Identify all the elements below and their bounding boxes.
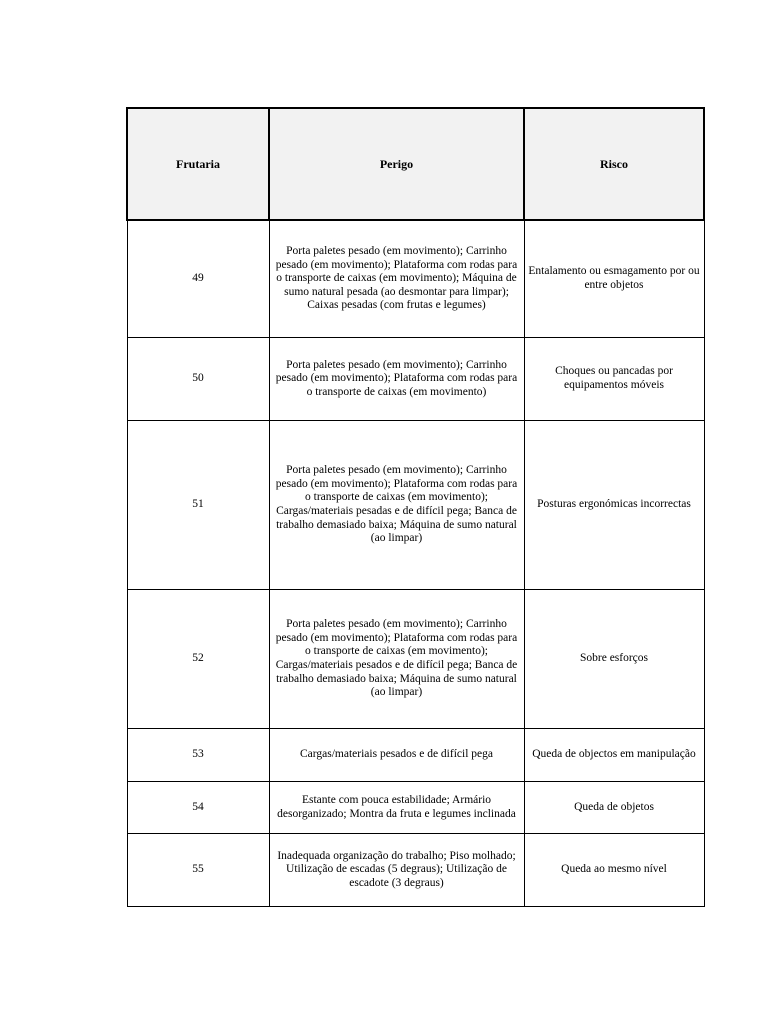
- cell-risco: Entalamento ou esmagamento por ou entre objetos: [524, 220, 704, 338]
- cell-perigo: Estante com pouca estabilidade; Armário desorganizado; Montra da fruta e legumes inclinada: [269, 782, 524, 834]
- table-row: [127, 782, 704, 834]
- cell-frutaria: 52: [127, 590, 269, 729]
- cell-perigo: Porta paletes pesado (em movimento); Carrinho pesado (em movimento); Plataforma com rodas para o transporte de caixas (em movimento); Cargas/materiais pesados e de difícil pega; Banca de trabalho demasiado baixa; Máquina de sumo natural (ao limpar): [269, 590, 524, 729]
- header-frutaria: Frutaria: [127, 108, 269, 220]
- cell-frutaria: 51: [127, 421, 269, 590]
- table-row: [127, 834, 704, 907]
- cell-perigo: Inadequada organização do trabalho; Piso molhado; Utilização de escadas (5 degraus); Utilização de escadote (3 degraus): [269, 834, 524, 907]
- table-header-row: [127, 108, 704, 220]
- table-row: [127, 729, 704, 782]
- header-perigo: Perigo: [269, 108, 524, 220]
- cell-perigo: Porta paletes pesado (em movimento); Carrinho pesado (em movimento); Plataforma com rodas para o transporte de caixas (em movimento); Máquina de sumo natural pesada (ao desmontar para limpar); Caixas pesadas (com frutas e legumes): [269, 220, 524, 338]
- cell-risco: Queda de objectos em manipulação: [524, 729, 704, 782]
- table-row: [127, 338, 704, 421]
- cell-frutaria: 54: [127, 782, 269, 834]
- cell-perigo: Porta paletes pesado (em movimento); Carrinho pesado (em movimento); Plataforma com rodas para o transporte de caixas (em movimento): [269, 338, 524, 421]
- cell-perigo: Porta paletes pesado (em movimento); Carrinho pesado (em movimento); Plataforma com rodas para o transporte de caixas (em movimento); Cargas/materiais pesadas e de difícil pega; Banca de trabalho demasiado baixa; Máquina de sumo natural (ao limpar): [269, 421, 524, 590]
- table-row: [127, 220, 704, 338]
- cell-risco: Queda ao mesmo nível: [524, 834, 704, 907]
- cell-frutaria: 53: [127, 729, 269, 782]
- cell-risco: Posturas ergonómicas incorrectas: [524, 421, 704, 590]
- cell-perigo: Cargas/materiais pesados e de difícil pega: [269, 729, 524, 782]
- cell-risco: Choques ou pancadas por equipamentos móveis: [524, 338, 704, 421]
- table-row: [127, 421, 704, 590]
- risk-table: [126, 107, 705, 907]
- cell-frutaria: 50: [127, 338, 269, 421]
- header-risco: Risco: [524, 108, 704, 220]
- cell-risco: Sobre esforços: [524, 590, 704, 729]
- cell-frutaria: 49: [127, 220, 269, 338]
- table-row: [127, 590, 704, 729]
- cell-frutaria: 55: [127, 834, 269, 907]
- cell-risco: Queda de objetos: [524, 782, 704, 834]
